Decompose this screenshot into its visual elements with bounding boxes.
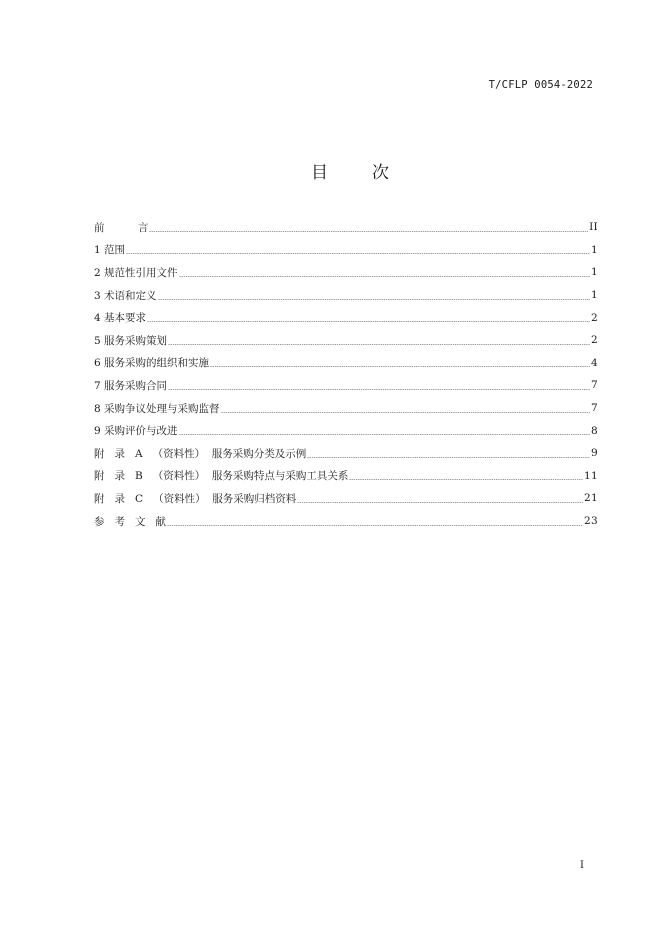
toc-title-char-1: 目	[311, 163, 328, 183]
toc-dot-leader	[210, 366, 590, 367]
toc-entry-foreword[interactable]	[94, 216, 598, 239]
toc-entry-8[interactable]	[94, 397, 598, 420]
toc-entry-label: 5 服务采购策划	[94, 334, 168, 347]
toc-entry-label: 8 采购争议处理与采购监督	[94, 402, 220, 415]
toc-entry-appendix-b[interactable]	[94, 465, 598, 488]
toc-entry-page: 21	[584, 492, 598, 505]
toc-dot-leader	[179, 276, 590, 277]
toc-dot-leader	[149, 231, 588, 232]
toc-dot-leader	[126, 253, 590, 254]
toc-entry-9[interactable]	[94, 419, 598, 442]
toc-entry-label: 参 考 文 献	[94, 515, 167, 528]
toc-entry-page: 23	[584, 515, 598, 528]
toc-entry-label: 6 服务采购的组织和实施	[94, 357, 210, 370]
toc-entry-appendix-a[interactable]	[94, 442, 598, 465]
toc-entry-1[interactable]	[94, 239, 598, 262]
toc-entry-page: 2	[591, 311, 598, 324]
toc-dot-leader	[168, 389, 590, 390]
toc-entry-label: 附 录 A （资料性） 服务采购分类及示例	[94, 447, 307, 460]
toc-entry-3[interactable]	[94, 284, 598, 307]
table-of-contents	[94, 216, 598, 532]
toc-dot-leader	[168, 344, 590, 345]
toc-entry-page: 4	[591, 356, 598, 369]
toc-title-char-2: 次	[372, 163, 389, 183]
toc-dot-leader	[307, 457, 590, 458]
toc-entry-page: 9	[591, 447, 598, 460]
toc-entry-6[interactable]	[94, 352, 598, 375]
toc-entry-page: II	[589, 221, 598, 234]
toc-entry-label: 3 术语和定义	[94, 289, 157, 302]
toc-dot-leader	[221, 412, 590, 413]
toc-entry-appendix-c[interactable]	[94, 487, 598, 510]
toc-dot-leader	[297, 502, 583, 503]
toc-entry-label: 附 录 B （资料性） 服务采购特点与采购工具关系	[94, 470, 349, 483]
toc-dot-leader	[179, 434, 590, 435]
toc-entry-page: 11	[584, 469, 598, 482]
toc-entry-page: 2	[591, 334, 598, 347]
toc-entry-7[interactable]	[94, 374, 598, 397]
toc-entry-page: 7	[591, 379, 598, 392]
document-code: T/CFLP 0054-2022	[488, 79, 593, 91]
toc-dot-leader	[158, 299, 590, 300]
toc-entry-label: 7 服务采购合同	[94, 379, 168, 392]
toc-entry-2[interactable]	[94, 261, 598, 284]
toc-entry-5[interactable]	[94, 329, 598, 352]
toc-entry-page: 1	[591, 266, 598, 279]
toc-dot-leader	[167, 525, 583, 526]
toc-entry-page: 1	[591, 289, 598, 302]
toc-entry-4[interactable]	[94, 306, 598, 329]
toc-entry-label: 1 范围	[94, 244, 126, 257]
toc-entry-references[interactable]	[94, 510, 598, 533]
toc-entry-label: 2 规范性引用文件	[94, 266, 178, 279]
toc-entry-label: 附 录 C （资料性） 服务采购归档资料	[94, 492, 297, 505]
toc-entry-label: 前 言	[94, 221, 149, 234]
toc-entry-label: 4 基本要求	[94, 312, 147, 325]
toc-title	[0, 158, 662, 183]
toc-entry-page: 8	[591, 424, 598, 437]
toc-dot-leader	[147, 321, 590, 322]
toc-entry-label: 9 采购评价与改进	[94, 425, 178, 438]
page-number: I	[580, 860, 584, 871]
toc-entry-page: 7	[591, 402, 598, 415]
toc-entry-page: 1	[591, 243, 598, 256]
toc-dot-leader	[349, 479, 583, 480]
